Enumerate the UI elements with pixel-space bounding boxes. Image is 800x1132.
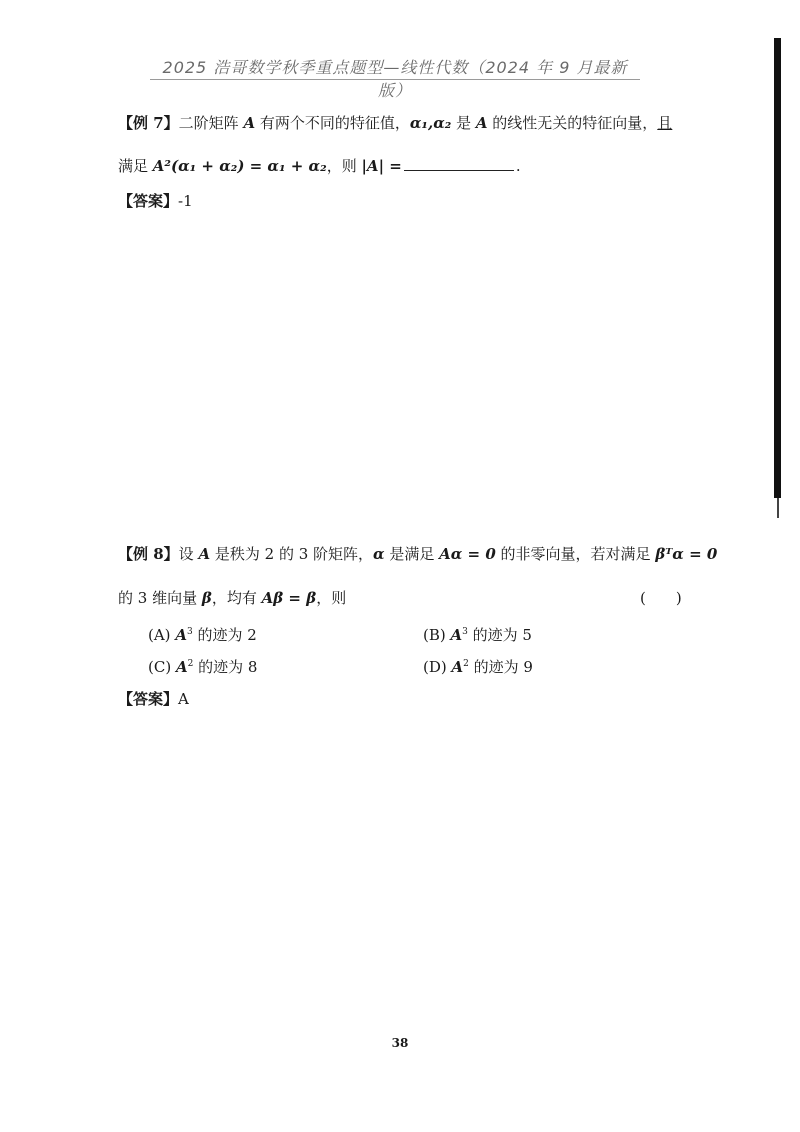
example8-equation: βᵀα = 0 (655, 545, 718, 563)
example8-tag: 【例 8】 (118, 545, 179, 563)
matrix-symbol: A (451, 658, 464, 676)
scan-edge-mark-tail (777, 498, 779, 518)
example8-text: 设 (178, 545, 199, 563)
matrix-symbol: A (175, 658, 188, 676)
exponent: 2 (463, 659, 469, 669)
example8-text: 的非零向量，若对满足 (495, 545, 656, 563)
determinant-expression: |A| = (361, 157, 402, 175)
answer-value: -1 (178, 192, 193, 210)
example7-tag: 【例 7】 (118, 114, 179, 132)
option-c (148, 656, 257, 677)
example8-answer (118, 688, 189, 710)
exponent: 2 (187, 659, 194, 669)
option-d (423, 656, 533, 677)
example7-text: 的线性无关的特征向量， (487, 114, 658, 132)
matrix-symbol: A (475, 114, 488, 132)
example7-text: 有两个不同的特征值， (255, 114, 410, 132)
matrix-symbol: A (198, 545, 211, 563)
option-label: (C) (148, 658, 176, 676)
alpha-vector: α (373, 545, 385, 563)
answer-label: 【答案】 (118, 192, 179, 210)
option-a (148, 624, 257, 645)
option-label: (D) (423, 658, 452, 676)
example7-text: . (515, 157, 521, 175)
example7-text: 且 (657, 114, 673, 132)
option-text: 的迹为 5 (467, 626, 532, 644)
page-header: 2025 浩哥数学秋季重点题型—线性代数（2024 年 9 月最新版） (162, 58, 628, 100)
example8-line1 (118, 543, 717, 565)
exponent: 3 (186, 627, 193, 637)
example7-text: 满足 (118, 157, 153, 175)
alpha-vectors: α₁,α₂ (409, 114, 452, 132)
matrix-symbol: A (243, 114, 256, 132)
example8-text: 是满足 (384, 545, 440, 563)
example7-text: 二阶矩阵 (178, 114, 244, 132)
example8-text: ，均有 (211, 589, 262, 607)
scan-edge-mark (774, 38, 781, 498)
page-number: 38 (391, 1036, 409, 1050)
example7-answer (118, 190, 193, 212)
option-text: 的迹为 2 (192, 626, 257, 644)
matrix-symbol: A (175, 626, 187, 644)
option-text: 的迹为 8 (193, 658, 258, 676)
answer-label: 【答案】 (118, 690, 179, 708)
option-text: 的迹为 9 (468, 658, 533, 676)
option-label: (A) (148, 626, 176, 644)
answer-value: A (178, 690, 189, 708)
example8-line2 (118, 587, 346, 609)
answer-paren: ( ) (640, 589, 682, 607)
example8-equation: Aα = 0 (439, 545, 496, 563)
option-label: (B) (423, 626, 451, 644)
beta-vector: β (201, 589, 212, 607)
exponent: 3 (462, 627, 468, 637)
example7-text: ，则 (326, 157, 362, 175)
example7-line1 (118, 112, 672, 134)
example8-text: ，则 (316, 589, 347, 607)
example7-text: 是 (451, 114, 476, 132)
example8-text: 的 3 维向量 (118, 589, 202, 607)
answer-blank (404, 156, 514, 171)
header-rule (150, 79, 640, 80)
example7-equation: A²(α₁ + α₂) = α₁ + α₂ (152, 157, 327, 175)
example7-line2 (118, 155, 521, 177)
option-b (423, 624, 532, 645)
example8-text: 是秩为 2 的 3 阶矩阵， (210, 545, 374, 563)
matrix-symbol: A (450, 626, 463, 644)
example8-equation: Aβ = β (261, 589, 317, 607)
